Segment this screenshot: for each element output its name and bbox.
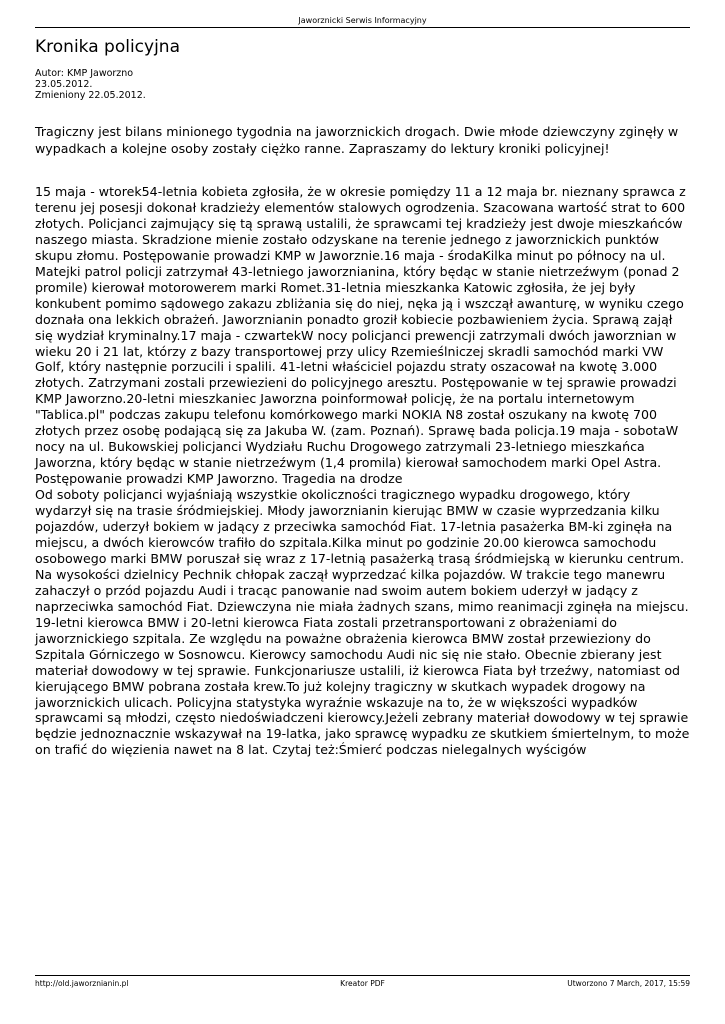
footer-generator: Kreator PDF — [340, 979, 385, 988]
site-name: Jaworznicki Serwis Informacyjny — [298, 16, 427, 25]
article-paragraph: Od soboty policjanci wyjaśniają wszystkie okoliczności tragicznego wypadku drogowego, który wydarzył się na trasie śródmiejskiej. Młody jaworznianin kierując BMW w czasie wyprzedzania kilku pojazdów, uderzył bokiem w jadący z przeciwka samochód Fiat. 17-letnia pasażerka BM-ki zginęła na miejscu, a dwóch kierowców trafiło do szpitala.Kilka minut po godzinie 20.00 kierowca samochodu osobowego marki BMW poruszał się wraz z 17-letnią pasażerką trasą śródmiejską w kierunku centrum. Na wysokości dzielnicy Pechnik chłopak zaczął wyprzedzać kilka pojazdów. W trakcie tego manewru zahaczył o przód pojazdu Audi i tracąc panowanie nad swoim autem bokiem uderzył w jadący z naprzeciwka samochód Fiat. Dziewczyna nie miała żadnych szans, mimo reanimacji zginęła na miejscu. 19-letni kierowca BMW i 20-letni kierowca Fiata zostali przetransportowani z obrażeniami do jaworznickiego szpitala. Ze względu na poważne obrażenia kierowca BMW został przewieziony do Szpitala Górniczego w Sosnowcu. Kierowcy samochodu Audi nic się nie stało. Obecnie zbierany jest materiał dowodowy w tej sprawie. Funkcjonariusze ustalili, iż kierowca Fiata był trzeźwy, natomiast od kierującego BMW pobrana została krew.To już kolejny tragiczny w skutkach wypadek drogowy na jaworznickich ulicach. Policyjna statystyka wyraźnie wskazuje na to, że w większości wypadków sprawcami są młodzi, często niedoświadczeni kierowcy.Jeżeli zebrany materiał dowodowy w tej sprawie będzie jednoznacznie wskazywał na 19-latka, jako sprawcę wypadku ze skutkiem śmiertelnym, to może on trafić do więzienia nawet na 8 lat. Czytaj też:Śmierć podczas nielegalnych wyścigów — [35, 487, 690, 758]
article-paragraph: 15 maja - wtorek54-letnia kobieta zgłosiła, że w okresie pomiędzy 11 a 12 maja br. nieznany sprawca z terenu jej posesji dokonał kradzieży elementów stalowych ogrodzenia. Szacowana wartość strat to 600 złotych. Policjanci zajmujący się tą sprawą ustalili, że sprawcami tej kradzieży jest dwoje mieszkańców naszego miasta. Skradzione mienie zostało odzyskane na terenie jednego z jaworznickich punktów skupu złomu. Postępowanie prowadzi KMP w Jaworznie.16 maja - środaKilka minut po północy na ul. Matejki patrol policji zatrzymał 43-letniego jaworznianina, który będąc w stanie nietrzeźwym (ponad 2 promile) kierował motorowerem marki Romet.31-letnia mieszkanka Katowic zgłosiła, że jej były konkubent pomimo sądowego zakazu zbliżania się do niej, nęka ją i wszczął awanturę, w wyniku czego doznała ona lekkich obrażeń. Jaworznianin ponadto groził kobiecie pozbawieniem życia. Sprawą zajął się wydział kryminalny.17 maja - czwartekW nocy policjanci prewencji zatrzymali dwóch jaworznian w wieku 20 i 21 lat, którzy z bazy transportowej przy ulicy Rzemieślniczej skradli samochód marki VW Golf, który następnie porzucili i spalili. 41-letni właściciel pojazdu straty oszacował na kwotę 3.000 złotych. Zatrzymani zostali przewiezieni do policyjnego aresztu. Postępowanie w tej sprawie prowadzi KMP Jaworzno.20-letni mieszkaniec Jaworzna poinformował policję, że na portalu internetowym "Tablica.pl" podczas zakupu telefonu komórkowego marki NOKIA N8 został oszukany na kwotę 700 złotych przez osobę podającą się za Jakuba W. (zam. Poznań). Sprawę bada policja.19 maja - sobotaW nocy na ul. Bukowskiej policjanci Wydziału Ruchu Drogowego zatrzymali 23-letniego mieszkańca Jaworzna, który będąc w stanie nietrzeźwym (1,4 promila) kierował samochodem marki Opel Astra. Postępowanie prowadzi KMP Jaworzno. Tragedia na drodze — [35, 184, 686, 487]
article-intro: Tragiczny jest bilans minionego tygodnia na jaworznickich drogach. Dwie młode dziewczyny zginęły w wypadkach a kolejne osoby zostały ciężko ranne. Zapraszamy do lektury kroniki policyjnej! — [35, 124, 679, 156]
modified-date: Zmieniony 22.05.2012. — [35, 90, 146, 101]
footer-created: Utworzono 7 March, 2017, 15:59 — [567, 979, 690, 988]
page-header — [35, 0, 690, 28]
page-footer — [35, 975, 690, 990]
publish-date: 23.05.2012. — [35, 79, 93, 90]
article-body — [35, 184, 690, 758]
footer-url: http://old.jaworznianin.pl — [35, 979, 129, 988]
author-line: Autor: KMP Jaworzno — [35, 68, 134, 79]
article-meta — [35, 68, 146, 101]
article-title: Kronika policyjna — [35, 37, 180, 57]
